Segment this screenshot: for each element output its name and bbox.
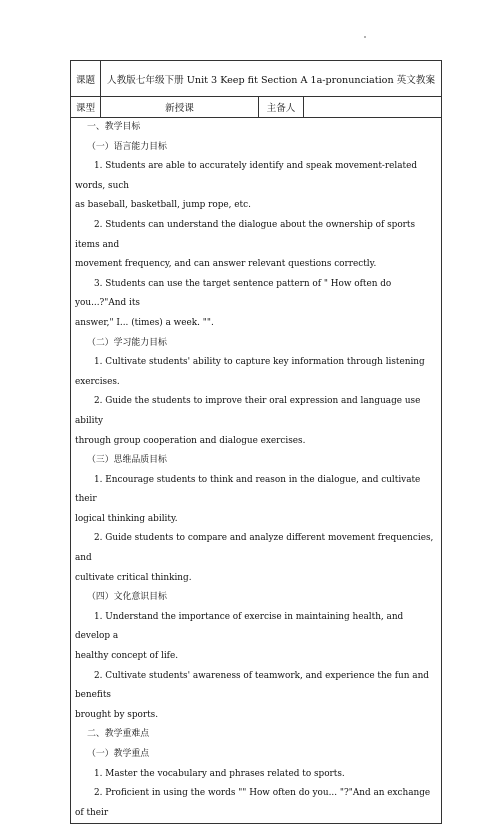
paragraph-line: brought by sports. [75,709,159,720]
paragraph-line: 1. Understand the importance of exercise in maintaining health, and develop a [75,611,404,642]
paragraph-line: through group cooperation and dialogue exercises. [75,435,306,446]
paragraph-line: 1. Cultivate students' ability to capture key information through listening exercises. [75,357,425,387]
scan-dot [364,36,366,38]
paragraph-line: answer," I... (times) a week. "". [75,317,214,328]
paragraph-line: 1. Encourage students to think and reason in the dialogue, and cultivate their [75,474,421,505]
type-row [71,97,442,118]
type-label: 课型 [71,97,101,118]
paragraph-line: healthy concept of life. [75,651,179,662]
subsection-heading: （二）学习能力目标 [87,337,167,348]
paragraph-line: 2. Proficient in using the words "" How often do you... "?"And an exchange of their [75,788,431,818]
content-row [71,118,442,824]
subsection-heading: （四）文化意识目标 [87,592,167,603]
preparer-label: 主备人 [259,97,304,118]
title-value: 人教版七年级下册 Unit 3 Keep fit Section A 1a-pronunciation 英文教案 [101,61,442,97]
subsection-heading: （三）思维品质目标 [87,455,167,466]
subsection-heading: （一）语言能力目标 [87,141,167,152]
paragraph-line: 2. Students can understand the dialogue about the ownership of sports items and [75,219,416,250]
paragraph-line: logical thinking ability. [75,513,178,524]
title-row [71,61,442,97]
subsection-heading: （一）教学重点 [87,749,150,759]
paragraph-line: 1. Master the vocabulary and phrases related to sports. [94,768,345,779]
preparer-value [304,97,442,118]
paragraph-line: cultivate critical thinking. [75,572,192,583]
paragraph-line: 1. Students are able to accurately identify and speak movement-related words, such [75,161,418,191]
paragraph-line: 3. Students can use the target sentence pattern of " How often do you...?"And its [75,278,392,309]
section-heading: 一、教学目标 [87,122,141,132]
type-value: 新授课 [101,97,259,118]
lesson-plan-table [70,60,442,824]
paragraph-line: 2. Cultivate students' awareness of teamwork, and experience the fun and benefits [75,670,429,701]
paragraph-line: movement frequency, and can answer relevant questions correctly. [75,259,377,270]
paragraph-line: 2. Guide the students to improve their oral expression and language use ability [75,396,421,426]
paragraph-line: 2. Guide students to compare and analyze different movement frequencies, and [75,533,434,564]
paragraph-line: as baseball, basketball, jump rope, etc. [75,200,251,211]
content-cell [71,118,442,824]
title-label: 课题 [71,61,101,97]
section-heading: 二、教学重难点 [87,729,150,740]
